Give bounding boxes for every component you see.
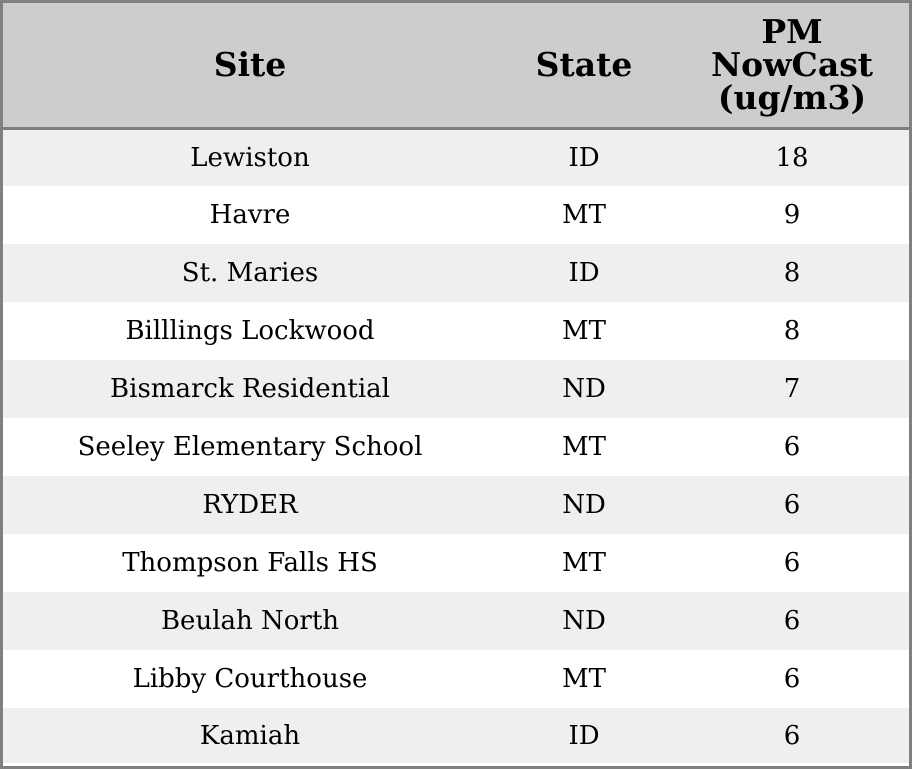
table-row (3, 128, 909, 186)
state-cell: ND (562, 606, 606, 636)
pm-value-cell: 6 (783, 664, 801, 694)
state-cell: ID (568, 720, 600, 751)
state-cell: MT (562, 432, 606, 462)
site-cell: Lewiston (190, 142, 310, 173)
table-row (3, 302, 909, 360)
table-row (3, 534, 909, 592)
column-header-pm-line-2: NowCast (710, 45, 874, 85)
state-cell: MT (562, 200, 606, 230)
column-header-site (3, 3, 497, 128)
pm-value-cell: 6 (783, 720, 801, 751)
table-row (3, 360, 909, 418)
site-cell: Beulah North (160, 606, 340, 636)
table-row (3, 418, 909, 476)
table-header (3, 3, 909, 128)
state-cell: ND (562, 490, 606, 520)
pm-value-cell: 18 (775, 142, 809, 173)
site-cell: Thompson Falls HS (122, 548, 378, 578)
table-row (3, 708, 909, 763)
state-cell: ID (568, 142, 600, 173)
table-row (3, 476, 909, 534)
column-header-pm-line-3: (ug/m3) (717, 78, 867, 118)
state-cell: MT (562, 316, 606, 346)
column-header-pm-line-1: PM (761, 12, 823, 52)
pm-value-cell: 6 (783, 432, 801, 462)
column-header-state (497, 3, 671, 128)
table-body (3, 128, 909, 763)
pm-value-cell: 9 (783, 200, 801, 230)
site-cell: Billlings Lockwood (125, 316, 375, 346)
site-cell: St. Maries (181, 258, 319, 288)
column-header-state-label: State (535, 45, 633, 85)
pm-value-cell: 6 (783, 606, 801, 636)
table-row (3, 186, 909, 244)
table-row (3, 244, 909, 302)
header-row (3, 3, 909, 128)
column-header-site-label: Site (213, 45, 287, 85)
site-cell: Havre (209, 200, 291, 230)
site-cell: Bismarck Residential (110, 374, 390, 404)
table-row (3, 650, 909, 708)
state-cell: MT (562, 548, 606, 578)
site-cell: Kamiah (199, 720, 301, 751)
table-row (3, 592, 909, 650)
pm-value-cell: 6 (783, 548, 801, 578)
pm-value-cell: 6 (783, 490, 801, 520)
column-header-pm-nowcast (671, 3, 909, 128)
site-cell: RYDER (202, 490, 298, 520)
state-cell: MT (562, 664, 606, 694)
state-cell: ND (562, 374, 606, 404)
pm-value-cell: 7 (783, 374, 801, 404)
site-cell: Seeley Elementary School (77, 432, 423, 462)
pm-value-cell: 8 (783, 258, 801, 288)
state-cell: ID (568, 258, 600, 288)
pm-value-cell: 8 (783, 316, 801, 346)
site-cell: Libby Courthouse (132, 664, 368, 694)
pm-nowcast-table (3, 3, 909, 763)
